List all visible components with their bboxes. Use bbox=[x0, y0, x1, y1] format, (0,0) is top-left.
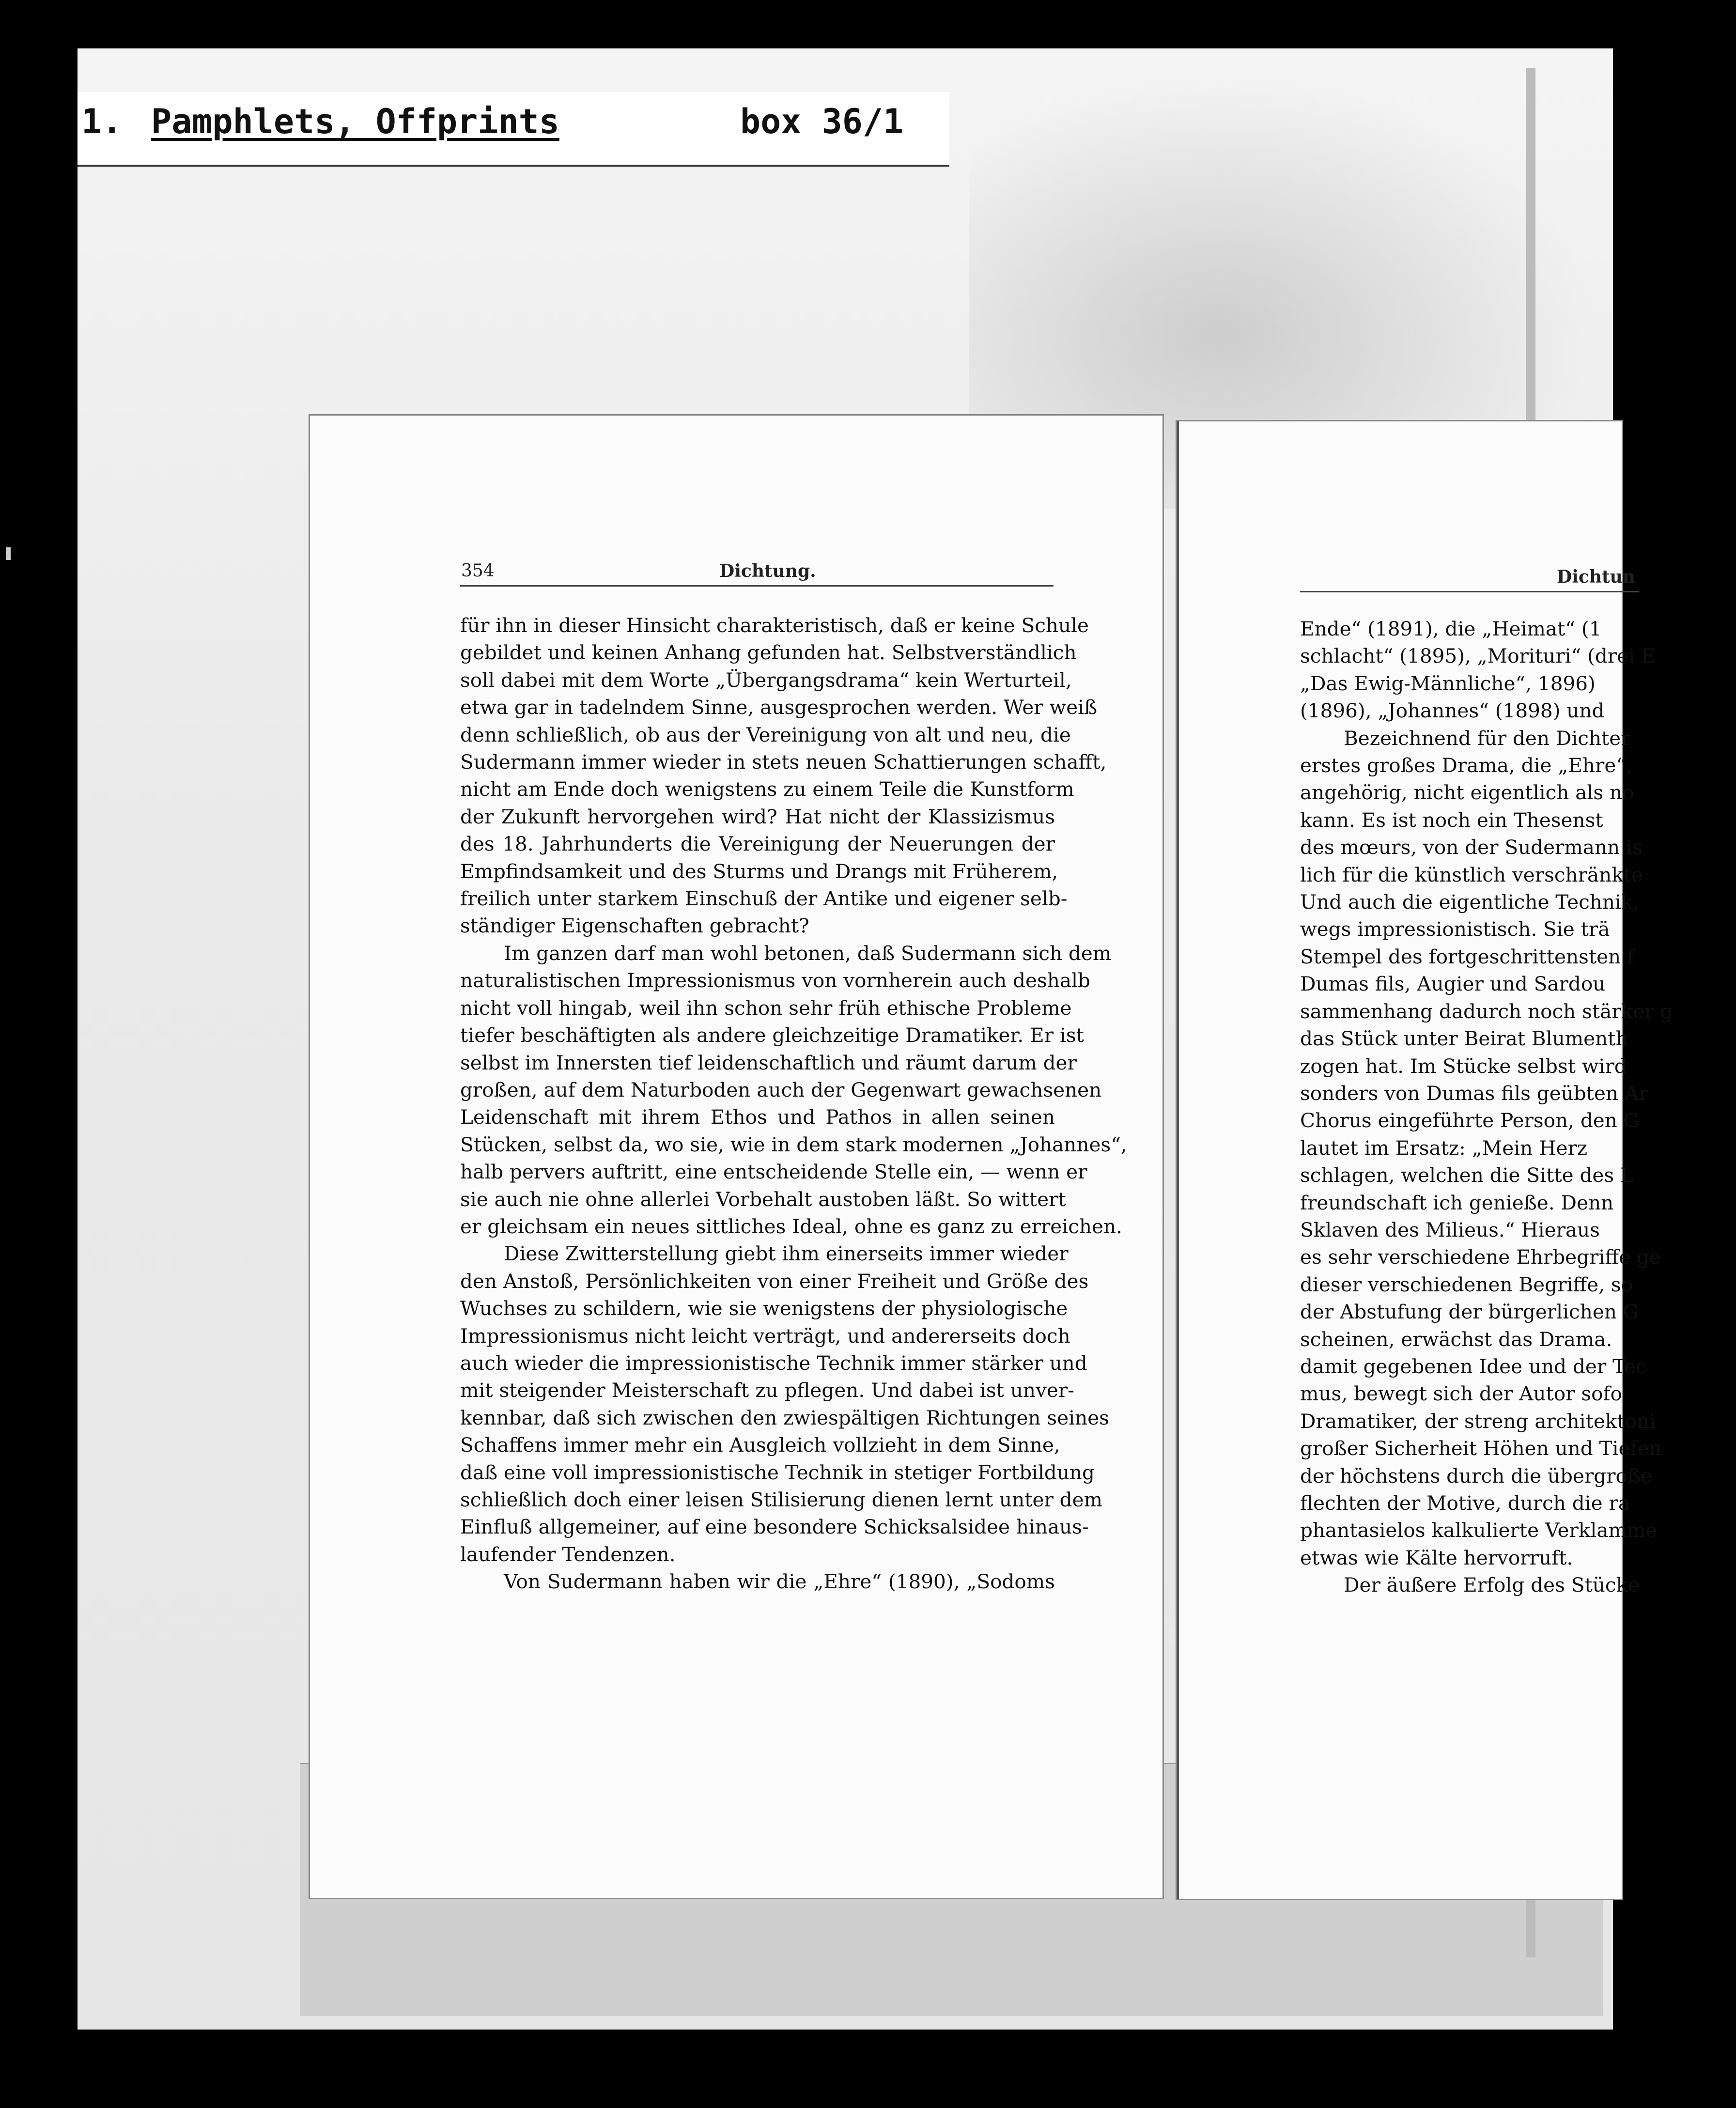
text-line: Leidenschaft mit ihrem Ethos und Pathos in allen seinen bbox=[460, 1105, 1055, 1129]
text-line: Bezeichnend für den Dichter bbox=[1344, 726, 1630, 750]
text-line: nicht am Ende doch wenigstens zu einem Teile die Kunstform bbox=[460, 777, 1074, 801]
left-page bbox=[310, 416, 1162, 1898]
text-line: Chorus eingeführte Person, den G bbox=[1300, 1109, 1640, 1132]
text-line: Stücken, selbst da, wo sie, wie in dem stark modernen „Johannes“, bbox=[460, 1132, 1127, 1156]
text-line: Und auch die eigentliche Technik, bbox=[1300, 890, 1640, 914]
text-line: für ihn in dieser Hinsicht charakteristisch, daß er keine Schule bbox=[460, 614, 1089, 637]
text-line: Im ganzen darf man wohl betonen, daß Sudermann sich dem bbox=[504, 941, 1112, 965]
right-page bbox=[1177, 421, 1673, 1899]
item-number: 1. bbox=[81, 102, 123, 141]
text-line: Impressionismus nicht leicht verträgt, und andererseits doch bbox=[460, 1324, 1070, 1348]
text-line: kann. Es ist noch ein Thesenst bbox=[1300, 808, 1603, 832]
text-line: Empfindsamkeit und des Sturms und Drangs mit Früherem, bbox=[460, 859, 1058, 883]
running-title: Dichtung. bbox=[719, 561, 816, 581]
page-number: 354 bbox=[461, 561, 495, 581]
text-line: etwas wie Kälte hervorruft. bbox=[1300, 1546, 1573, 1569]
text-line: nicht voll hingab, weil ihn schon sehr früh ethische Probleme bbox=[460, 996, 1072, 1020]
text-line: des 18. Jahrhunderts die Vereinigung der Neuerungen der bbox=[460, 832, 1055, 856]
text-line: Diese Zwitterstellung giebt ihm einerseits immer wieder bbox=[504, 1242, 1069, 1266]
running-title: Dichtun bbox=[1557, 567, 1635, 587]
text-line: schließlich doch einer leisen Stilisierung dienen lernt unter dem bbox=[460, 1488, 1102, 1511]
text-line: auch wieder die impressionistische Technik immer stärker und bbox=[460, 1351, 1087, 1375]
text-line: ständiger Eigenschaften gebracht? bbox=[460, 914, 809, 938]
text-line: Von Sudermann haben wir die „Ehre“ (1890), „Sodoms bbox=[504, 1570, 1055, 1594]
text-line: den Anstoß, Persönlichkeiten von einer Freiheit und Größe des bbox=[460, 1269, 1089, 1293]
text-line: sonders von Dumas fils geübten Ar bbox=[1300, 1081, 1648, 1105]
box-label: box 36/1 bbox=[740, 102, 904, 141]
text-line: schlacht“ (1895), „Morituri“ (drei E bbox=[1300, 644, 1656, 668]
text-line: großen, auf dem Naturboden auch der Gegenwart gewachsenen bbox=[460, 1078, 1102, 1101]
text-line: Stempel des fortgeschrittensten f bbox=[1300, 945, 1635, 968]
text-line: (1896), „Johannes“ (1898) und bbox=[1300, 699, 1605, 723]
text-line: halb pervers auftritt, eine entscheidende Stelle ein, — wenn er bbox=[460, 1160, 1087, 1184]
text-line: freundschaft ich genieße. Denn bbox=[1300, 1191, 1614, 1214]
text-line: laufender Tendenzen. bbox=[460, 1542, 676, 1566]
text-line: großer Sicherheit Höhen und Tiefen bbox=[1300, 1437, 1662, 1460]
text-line: es sehr verschiedene Ehrbegriffe ge bbox=[1300, 1245, 1661, 1269]
text-line: „Das Ewig-Männliche“, 1896) bbox=[1300, 671, 1596, 695]
text-line: dieser verschiedenen Begriffe, so bbox=[1300, 1272, 1633, 1296]
text-line: kennbar, daß sich zwischen den zwiespältigen Richtungen seines bbox=[460, 1406, 1109, 1429]
text-line: mus, bewegt sich der Autor sofo bbox=[1300, 1382, 1622, 1406]
text-line: sie auch nie ohne allerlei Vorbehalt austoben läßt. So wittert bbox=[460, 1187, 1066, 1211]
text-line: der Zukunft hervorgehen wird? Hat nicht der Klassizismus bbox=[460, 805, 1055, 828]
text-line: zogen hat. Im Stücke selbst wird bbox=[1300, 1054, 1627, 1078]
text-line: Schaffens immer mehr ein Ausgleich vollzieht in dem Sinne, bbox=[460, 1433, 1060, 1457]
text-line: der höchstens durch die übergroße bbox=[1300, 1464, 1652, 1488]
text-line: scheinen, erwächst das Drama. bbox=[1300, 1327, 1612, 1351]
header-rule bbox=[460, 585, 1054, 587]
text-line: mit steigender Meisterschaft zu pflegen. Und dabei ist unver- bbox=[460, 1379, 1074, 1402]
text-line: Der äußere Erfolg des Stücke bbox=[1344, 1573, 1640, 1597]
text-line: tiefer beschäftigten als andere gleichzeitige Dramatiker. Er ist bbox=[460, 1023, 1084, 1047]
text-line: soll dabei mit dem Worte „Übergangsdrama“ kein Werturteil, bbox=[460, 668, 1072, 692]
text-line: er gleichsam ein neues sittliches Ideal, ohne es ganz zu erreichen. bbox=[460, 1214, 1122, 1238]
text-line: Dumas fils, Augier und Sardou bbox=[1300, 972, 1606, 996]
text-line: lautet im Ersatz: „Mein Herz bbox=[1300, 1136, 1588, 1160]
body-text bbox=[1300, 615, 1736, 1599]
text-line: naturalistischen Impressionismus von vornherein auch deshalb bbox=[460, 969, 1090, 992]
text-line: lich für die künstlich verschränkte bbox=[1300, 863, 1643, 886]
text-line: daß eine voll impressionistische Technik in stetiger Fortbildung bbox=[460, 1460, 1095, 1484]
text-line: Sudermann immer wieder in stets neuen Schattierungen schafft, bbox=[460, 750, 1107, 774]
text-line: phantasielos kalkulierte Verklamme bbox=[1300, 1519, 1658, 1542]
header-rule bbox=[1300, 591, 1639, 592]
text-line: selbst im Innersten tief leidenschaftlich und räumt darum der bbox=[460, 1051, 1077, 1074]
text-line: freilich unter starkem Einschuß der Antike und eigener selb- bbox=[460, 887, 1068, 911]
scan-mark bbox=[6, 547, 11, 560]
text-line: angehörig, nicht eigentlich als no bbox=[1300, 781, 1634, 805]
text-line: gebildet und keinen Anhang gefunden hat. Selbstverständlich bbox=[460, 641, 1077, 665]
text-line: denn schließlich, ob aus der Vereinigung von alt und neu, die bbox=[460, 723, 1071, 746]
text-line: der Abstufung der bürgerlichen G bbox=[1300, 1300, 1639, 1324]
text-line: Wuchses zu schildern, wie sie wenigstens der physiologische bbox=[460, 1297, 1068, 1320]
text-line: schlagen, welchen die Sitte des L bbox=[1300, 1163, 1633, 1187]
text-line: etwa gar in tadelndem Sinne, ausgesprochen werden. Wer weiß bbox=[460, 696, 1098, 719]
text-line: erstes großes Drama, die „Ehre“, bbox=[1300, 754, 1632, 777]
text-line: des mœurs, von der Sudermann is bbox=[1300, 836, 1643, 859]
text-line: Dramatiker, der streng architektoni bbox=[1300, 1409, 1656, 1433]
text-line: Sklaven des Milieus.“ Hieraus bbox=[1300, 1218, 1600, 1241]
text-line: damit gegebenen Idee und der Tec bbox=[1300, 1354, 1647, 1378]
text-line: flechten der Motive, durch die ra bbox=[1300, 1491, 1630, 1515]
text-line: Einfluß allgemeiner, auf eine besondere Schicksalsidee hinaus- bbox=[460, 1515, 1089, 1539]
body-text bbox=[460, 612, 1127, 1596]
text-line: sammenhang dadurch noch stärker g bbox=[1300, 999, 1673, 1023]
text-line: wegs impressionistisch. Sie trä bbox=[1300, 917, 1610, 941]
series-label: Pamphlets, Offprints bbox=[151, 102, 559, 141]
text-line: Ende“ (1891), die „Heimat“ (1 bbox=[1300, 617, 1602, 640]
text-line: das Stück unter Beirat Blumenth bbox=[1300, 1027, 1628, 1051]
